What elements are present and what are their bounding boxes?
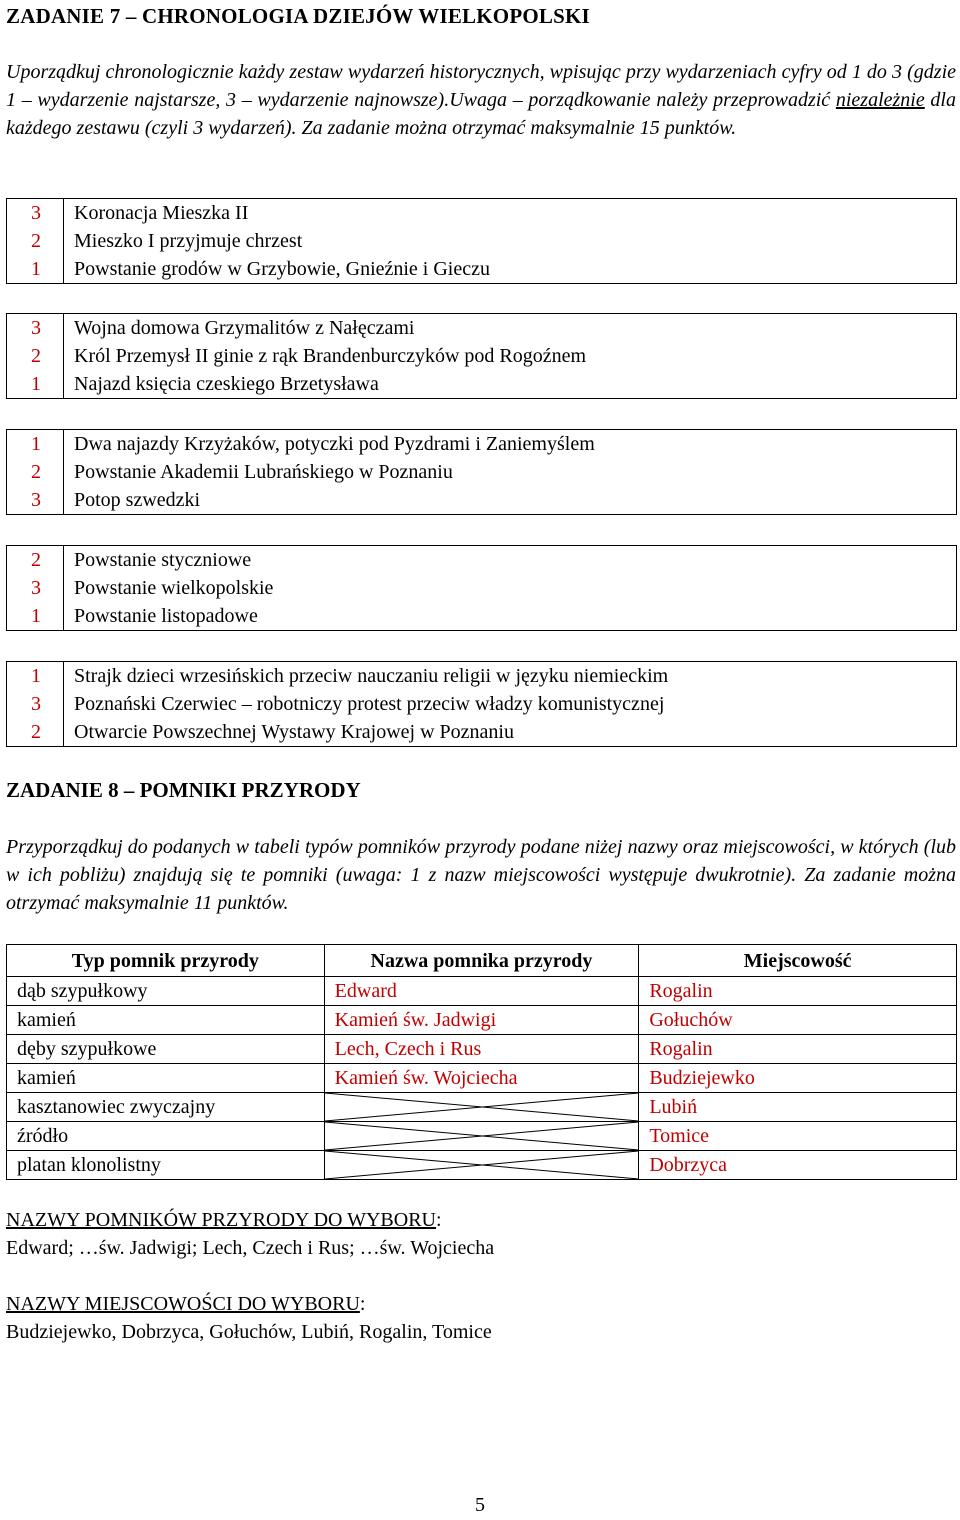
chronology-row	[7, 342, 957, 370]
crossed-out-cell	[324, 1151, 639, 1180]
order-number[interactable]: 1	[7, 602, 64, 631]
monument-row	[7, 1122, 957, 1151]
task7-instr-a: Uporządkuj chronologicznie każdy zestaw wydarzeń historycznych, wpisując przy wydarzeniach cyfry od 1 do 3 (gdzie 1 – wydarzenie najstarsze, 3 – wydarzenie najnowsze).	[6, 61, 956, 111]
event-text: Koronacja Mieszka II	[64, 199, 957, 228]
event-text: Powstanie wielkopolskie	[64, 574, 957, 602]
task8-title: ZADANIE 8 – POMNIKI PRZYRODY	[6, 778, 361, 802]
monument-row	[7, 1035, 957, 1064]
event-text: Otwarcie Powszechnej Wystawy Krajowej w Poznaniu	[64, 718, 957, 747]
chronology-row	[7, 486, 957, 515]
event-text: Powstanie listopadowe	[64, 602, 957, 631]
chronology-row	[7, 314, 957, 343]
chronology-row	[7, 430, 957, 459]
chronology-set-5	[6, 661, 957, 747]
chronology-set-3	[6, 429, 957, 515]
chronology-row	[7, 227, 957, 255]
task7-instructions	[6, 58, 956, 142]
cross-out-icon	[325, 1093, 639, 1121]
order-number[interactable]: 1	[7, 662, 64, 691]
event-text: Powstanie Akademii Lubrańskiego w Poznaniu	[64, 458, 957, 486]
order-number[interactable]: 3	[7, 314, 64, 343]
monument-row	[7, 977, 957, 1006]
monument-place[interactable]: Lubiń	[639, 1093, 957, 1122]
order-number[interactable]: 1	[7, 430, 64, 459]
monuments-table	[6, 944, 957, 1180]
monument-place[interactable]: Rogalin	[639, 1035, 957, 1064]
event-text: Poznański Czerwiec – robotniczy protest przeciw władzy komunistycznej	[64, 690, 957, 718]
monument-type: źródło	[7, 1122, 325, 1151]
monument-type: kasztanowiec zwyczajny	[7, 1093, 325, 1122]
header-type: Typ pomnik przyrody	[7, 945, 325, 977]
cross-out-icon	[325, 1122, 639, 1150]
order-number[interactable]: 3	[7, 486, 64, 515]
task7-instr-c: dla każdego zestawu (czyli 3 wydarzeń). Za zadanie można otrzymać maksymalnie 15 punktów.	[6, 89, 956, 139]
monument-row	[7, 1006, 957, 1035]
order-number[interactable]: 1	[7, 255, 64, 284]
chronology-set-1	[6, 198, 957, 284]
chronology-row	[7, 199, 957, 228]
chronology-row	[7, 458, 957, 486]
monument-type: platan klonolistny	[7, 1151, 325, 1180]
event-text: Mieszko I przyjmuje chrzest	[64, 227, 957, 255]
chronology-row	[7, 546, 957, 575]
event-text: Powstanie grodów w Grzybowie, Gnieźnie i Gieczu	[64, 255, 957, 284]
monument-type: dęby szypułkowe	[7, 1035, 325, 1064]
monument-place[interactable]: Rogalin	[639, 977, 957, 1006]
chronology-row	[7, 255, 957, 284]
event-text: Powstanie styczniowe	[64, 546, 957, 575]
chronology-row	[7, 602, 957, 631]
chronology-row	[7, 662, 957, 691]
monument-name[interactable]: Kamień św. Jadwigi	[324, 1006, 639, 1035]
event-text: Król Przemysł II ginie z rąk Brandenburczyków pod Rogoźnem	[64, 342, 957, 370]
monument-place[interactable]: Tomice	[639, 1122, 957, 1151]
event-text: Strajk dzieci wrzesińskich przeciw nauczaniu religii w języku niemieckim	[64, 662, 957, 691]
task7-instr-b: Uwaga – porządkowanie należy przeprowadzić	[449, 89, 836, 111]
monument-place[interactable]: Dobrzyca	[639, 1151, 957, 1180]
crossed-out-cell	[324, 1093, 639, 1122]
header-place: Miejscowość	[639, 945, 957, 977]
monument-name[interactable]: Edward	[324, 977, 639, 1006]
cross-out-icon	[325, 1151, 639, 1179]
crossed-out-cell	[324, 1122, 639, 1151]
chronology-row	[7, 690, 957, 718]
places-choice-label: NAZWY MIEJSCOWOŚCI DO WYBORU:	[6, 1293, 366, 1315]
chronology-set-2	[6, 313, 957, 399]
chronology-row	[7, 718, 957, 747]
header-name: Nazwa pomnika przyrody	[324, 945, 639, 977]
order-number[interactable]: 1	[7, 370, 64, 399]
monument-type: dąb szypułkowy	[7, 977, 325, 1006]
order-number[interactable]: 2	[7, 227, 64, 255]
monument-name[interactable]: Kamień św. Wojciecha	[324, 1064, 639, 1093]
monument-row	[7, 1064, 957, 1093]
monument-type: kamień	[7, 1064, 325, 1093]
event-text: Dwa najazdy Krzyżaków, potyczki pod Pyzdrami i Zaniemyślem	[64, 430, 957, 459]
monument-place[interactable]: Gołuchów	[639, 1006, 957, 1035]
monuments-header-row	[7, 945, 957, 977]
event-text: Najazd księcia czeskiego Brzetysława	[64, 370, 957, 399]
order-number[interactable]: 3	[7, 199, 64, 228]
order-number[interactable]: 2	[7, 342, 64, 370]
order-number[interactable]: 3	[7, 690, 64, 718]
task7-title: ZADANIE 7 – CHRONOLOGIA DZIEJÓW WIELKOPOLSKI	[6, 4, 590, 28]
page-number: 5	[475, 1494, 485, 1516]
monument-name[interactable]: Lech, Czech i Rus	[324, 1035, 639, 1064]
chronology-row	[7, 370, 957, 399]
chronology-set-4	[6, 545, 957, 631]
task8-instructions: Przyporządkuj do podanych w tabeli typów pomników przyrody podane niżej nazwy oraz miejscowości, w których (lub w ich pobliżu) znajdują się te pomniki (uwaga: 1 z nazw miejscowości występuje dwukrotnie). Za zadanie można otrzymać maksymalnie 11 punktów.	[6, 836, 956, 914]
task7-instr-underline: niezależnie	[835, 89, 925, 111]
names-choice-label: NAZWY POMNIKÓW PRZYRODY DO WYBORU:	[6, 1209, 442, 1231]
places-choice-list: Budziejewko, Dobrzyca, Gołuchów, Lubiń, Rogalin, Tomice	[6, 1321, 492, 1343]
monument-row	[7, 1151, 957, 1180]
chronology-row	[7, 574, 957, 602]
monument-type: kamień	[7, 1006, 325, 1035]
names-choice-list: Edward; …św. Jadwigi; Lech, Czech i Rus; …św. Wojciecha	[6, 1237, 495, 1259]
order-number[interactable]: 2	[7, 458, 64, 486]
monument-place[interactable]: Budziejewko	[639, 1064, 957, 1093]
event-text: Wojna domowa Grzymalitów z Nałęczami	[64, 314, 957, 343]
order-number[interactable]: 2	[7, 718, 64, 747]
event-text: Potop szwedzki	[64, 486, 957, 515]
order-number[interactable]: 2	[7, 546, 64, 575]
monument-row	[7, 1093, 957, 1122]
order-number[interactable]: 3	[7, 574, 64, 602]
